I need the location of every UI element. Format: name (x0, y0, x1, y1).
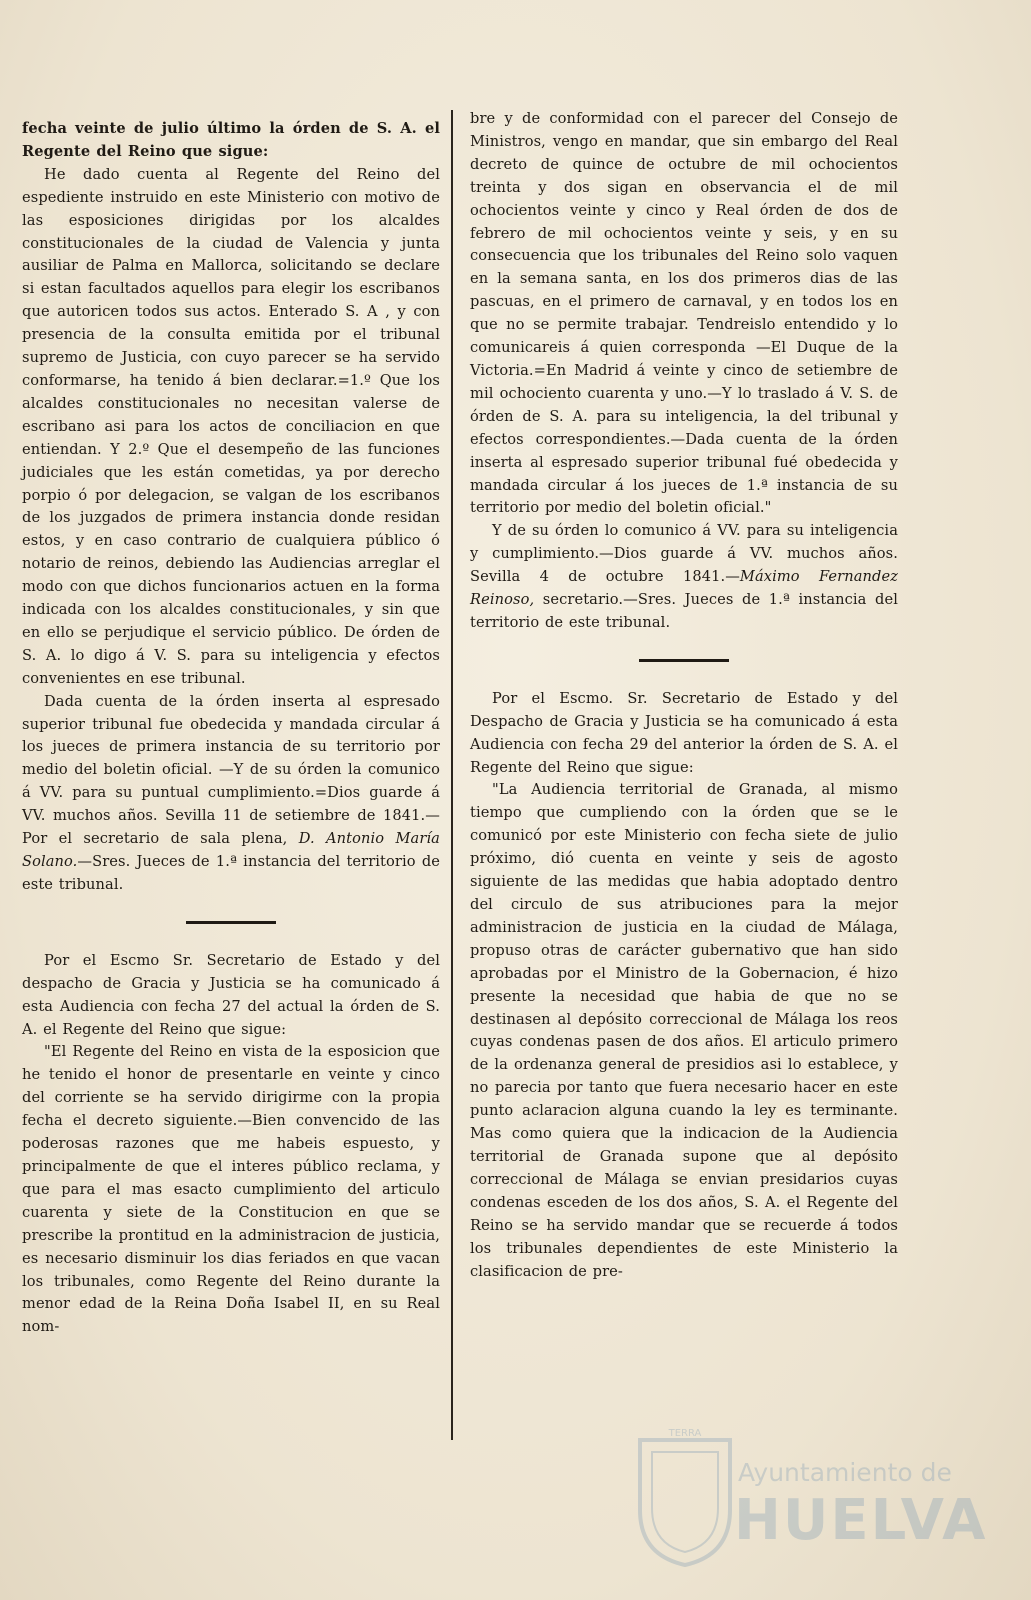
right-paragraph-4: "La Audiencia territorial de Granada, al mismo tiempo que cumpliendo con la órden que se le comunicó por este Ministerio con fecha siete de julio próximo, dió cuenta en veinte y seis de agosto siguiente de las medidas que habia adoptado dentro del circulo de sus atribuciones para la mejor administracion de justicia en la ciudad de Málaga, propuso otras de carácter gubernativo que han sido aprobadas por el Ministro de la Gobernacion, é hizo presente la necesidad que habia de que no se destinasen al depósito correccional de Málaga los reos cuyas condenas pasen de dos años. El articulo primero de la ordenanza general de presidios asi lo establece, y no parecia por tanto que fuera necesario hacer en este punto aclaracion alguna cuando la ley es terminante. Mas como quiera que la indicacion de la Audiencia territorial de Granada supone que al depósito correccional de Málaga se envian presidarios cuyas condenas esceden de los dos años, S. A. el Regente del Reino se ha servido mandar que se recuerde á todos los tribunales dependientes de este Ministerio la clasificacion de pre- (470, 781, 898, 1280)
left-paragraph-3 (22, 691, 440, 897)
left-paragraph-2: He dado cuenta al Regente del Reino del espediente instruido en este Ministerio con motivo de las esposiciones dirigidas por los alcaldes constitucionales de la ciudad de Valencia y junta ausiliar de Palma en Mallorca, solicitando se declare si estan facultados aquellos para elegir los escribanos que autoricen todos sus actos. Enterado S. A , y con presencia de la consulta emitida por el tribunal supremo de Justicia, con cuyo parecer se ha servido conformarse, ha tenido á bien declarar.=1.º Que los alcaldes constitucionales no necesitan valerse de escribano asi para los actos de conciliacion en que entiendan. Y 2.º Que el desempeño de las funciones judiciales que les están cometidas, ya por derecho porpio ó por delegacion, se valgan de los escribanos de los juzgados de primera instancia donde residan estos, y en caso contrario de cualquiera público ó notario de reinos, debiendo las Audiencias arreglar el modo con que dichos funcionarios actuen en la forma indicada con los alcaldes constitucionales, y sin que en ello se perjudique el servicio público. De órden de S. A. lo digo á V. S. para su inteligencia y efectos convenientes en ese tribunal. (22, 165, 440, 687)
right-column (470, 108, 898, 1283)
shield-icon (630, 1420, 740, 1570)
column-gutter-rule (451, 110, 453, 1440)
left-column (22, 118, 440, 1339)
ayuntamiento-watermark (630, 1400, 1020, 1590)
section-divider-left (186, 921, 276, 924)
left-signer: D. Antonio María Solano. (22, 830, 440, 870)
left-paragraph-5: "El Regente del Reino en vista de la esposicion que he tenido el honor de presentarle en veinte y cinco del corriente se ha servido dirigirme con la propia fecha el decreto siguiente.—Bien convencido de las poderosas razones que me habeis espuesto, y principalmente de que el interes público reclama, y que para el mas esacto cumplimiento del articulo cuarenta y siete de la Constitucion en que se prescribe la prontitud en la administracion de justicia, es necesario disminuir los dias feriados en que vacan los tribunales, como Regente del Reino durante la menor edad de la Reina Doña Isabel II, en su Real nom- (22, 1043, 440, 1336)
left-paragraph-3-tail: —Sres. Jueces de 1.ª instancia del territorio de este tribunal. (22, 853, 440, 893)
right-paragraph-2-tail: secretario.—Sres. Jueces de 1.ª instancia del territorio de este tribunal. (470, 591, 898, 631)
right-paragraph-2-text: Y de su órden lo comunico á VV. para su inteligencia y cumplimiento.—Dios guarde á VV. muchos años. Sevilla 4 de octubre 1841.— (470, 522, 898, 586)
left-paragraph-1: fecha veinte de julio último la órden de S. A. el Regente del Reino que sigue: (22, 120, 440, 160)
left-paragraph-4: Por el Escmo Sr. Secretario de Estado y del despacho de Gracia y Justicia se ha comunicado á esta Audiencia con fecha 27 del actual la órden de S. A. el Regente del Reino que sigue: (22, 951, 440, 1038)
watermark-line-1: Ayuntamiento de (738, 1458, 952, 1487)
right-paragraph-2 (470, 520, 898, 635)
left-paragraph-3-text: Dada cuenta de la órden inserta al espresado superior tribunal fue obedecida y mandada circular á los jueces de primera instancia de su territorio por medio del boletin oficial. —Y de su órden la comunico á VV. para su puntual cumplimiento.=Dios guarde á VV. muchos años. Sevilla 11 de setiembre de 1841.—Por el secretario de sala plena, (22, 692, 440, 848)
right-signer: Máximo Fernandez Reinoso, (470, 568, 898, 609)
section-divider-right (639, 659, 729, 662)
seal-text: TERRA (668, 1428, 702, 1439)
right-paragraph-1: bre y de conformidad con el parecer del Consejo de Ministros, vengo en mandar, que sin embargo del Real decreto de quince de octubre de mil ochocientos treinta y dos sigan en observancia el de mil ochocientos veinte y cinco y Real órden de dos de febrero de mil ochocientos veinte y seis, y en su consecuencia que los tribunales del Reino solo vaquen en la semana santa, en los dos primeros dias de las pascuas, en el primero de carnaval, y en todos los en que no se permite trabajar. Tendreislo entendido y lo comunicareis á quien corresponda —El Duque de la Victoria.=En Madrid á veinte y cinco de setiembre de mil ochociento cuarenta y uno.—Y lo traslado á V. S. de órden de S. A. para su inteligencia, la del tribunal y efectos correspondientes.—Dada cuenta de la órden inserta al espresado superior tribunal fué obedecida y mandada circular á los jueces de 1.ª instancia de su territorio por medio del boletin oficial." (470, 110, 898, 517)
right-paragraph-3: Por el Escmo. Sr. Secretario de Estado y del Despacho de Gracia y Justicia se ha comunicado á esta Audiencia con fecha 29 del anterior la órden de S. A. el Regente del Reino que sigue: (470, 689, 898, 776)
watermark-line-2: HUELVA (734, 1488, 988, 1553)
